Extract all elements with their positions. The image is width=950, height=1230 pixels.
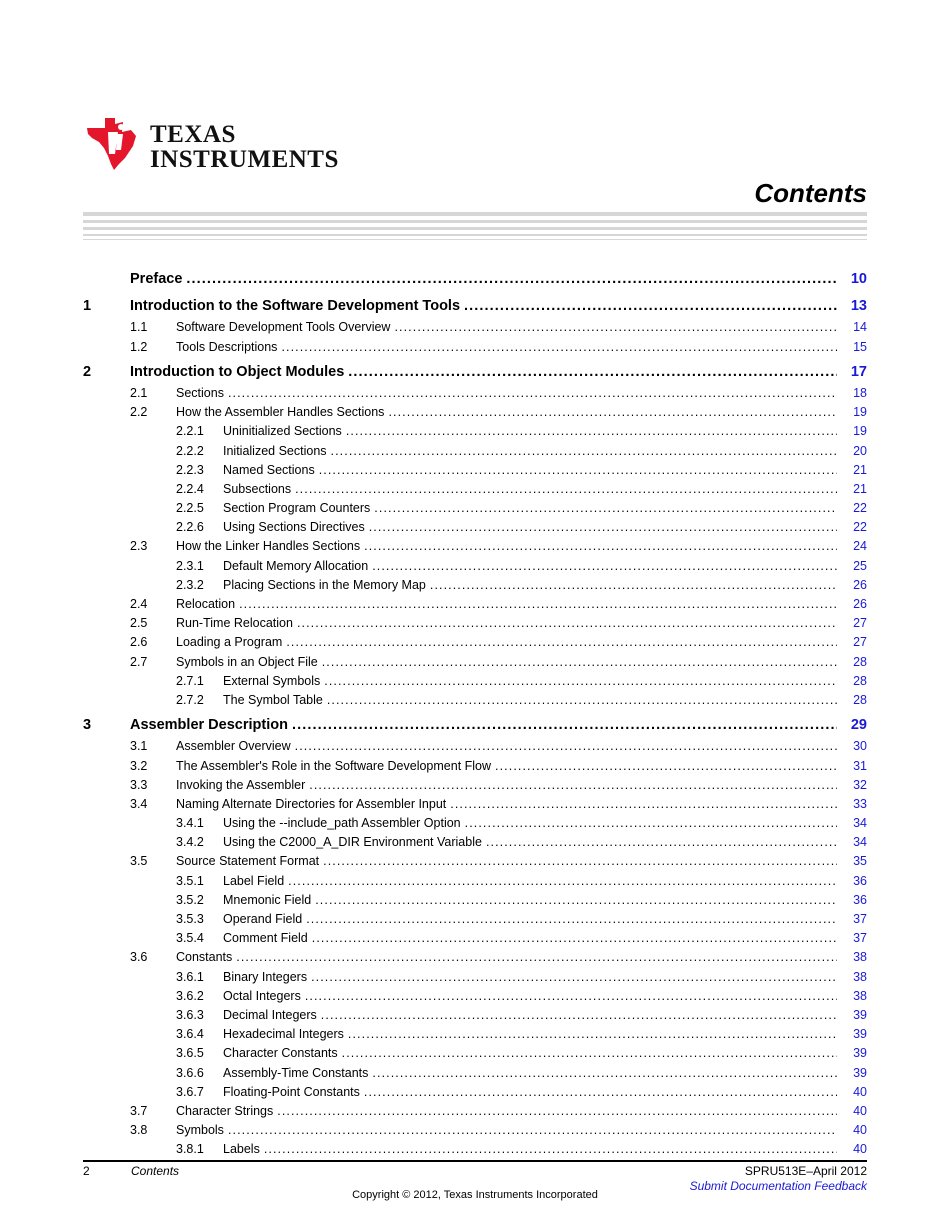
toc-page-link[interactable]: 34	[853, 816, 867, 831]
toc-entry[interactable]	[83, 713, 867, 737]
toc-number: 2.1	[130, 385, 148, 400]
toc-page-link[interactable]: 27	[853, 616, 867, 631]
toc-title: Labels	[223, 1142, 260, 1157]
toc-page-link[interactable]: 37	[853, 931, 867, 946]
toc-entry[interactable]	[83, 737, 867, 756]
toc-number: 3.6.3	[176, 1007, 204, 1022]
toc-title: Invoking the Assembler	[176, 777, 306, 792]
toc-entry[interactable]	[83, 499, 867, 518]
toc-page-link[interactable]: 18	[853, 385, 867, 400]
toc-number: 2.7	[130, 654, 148, 669]
toc-number: 1.1	[130, 320, 148, 335]
toc-number: 3.6	[130, 950, 148, 965]
toc-number: 3.7	[130, 1103, 148, 1118]
toc-number: 2.7.1	[176, 673, 204, 688]
ti-logo-icon	[84, 114, 144, 172]
logo-word-texas: TEXAS	[150, 121, 236, 148]
toc-entry[interactable]	[83, 1102, 867, 1121]
toc-title: Symbols	[176, 1123, 224, 1138]
toc-title: Initialized Sections	[223, 443, 327, 458]
ti-logo	[84, 114, 339, 176]
toc-title: Introduction to Object Modules	[130, 363, 345, 380]
toc-entry[interactable]	[83, 461, 867, 480]
toc-number: 3.6.4	[176, 1027, 204, 1042]
toc-title: Placing Sections in the Memory Map	[223, 577, 426, 592]
toc-title: Assembler Description	[130, 717, 288, 734]
toc-entry[interactable]	[83, 1121, 867, 1140]
footer-doc-id: SPRU513E–April 2012	[744, 1164, 867, 1178]
toc-title: Section Program Counters	[223, 501, 371, 516]
toc-page-link[interactable]: 40	[853, 1142, 867, 1157]
toc-page-link[interactable]: 33	[853, 796, 867, 811]
toc-entry[interactable]	[83, 557, 867, 576]
toc-entry[interactable]	[83, 384, 867, 403]
toc-leader-dots	[450, 795, 837, 814]
toc-page-link[interactable]: 24	[853, 539, 867, 554]
toc-page-link[interactable]: 29	[850, 717, 867, 734]
toc-number: 3.4.2	[176, 835, 204, 850]
toc-entry[interactable]	[83, 814, 867, 833]
toc-page-link[interactable]: 36	[853, 873, 867, 888]
toc-leader-dots	[295, 480, 837, 499]
toc-page-link[interactable]: 19	[853, 405, 867, 420]
toc-page-link[interactable]: 25	[853, 558, 867, 573]
toc-number: 2.3.2	[176, 577, 204, 592]
toc-page-link[interactable]: 37	[853, 912, 867, 926]
toc-entry[interactable]	[83, 1083, 867, 1102]
toc-page-link[interactable]: 39	[853, 1007, 867, 1022]
toc-page-link[interactable]: 36	[853, 892, 867, 907]
toc-leader-dots	[281, 338, 837, 357]
toc-leader-dots	[364, 537, 837, 556]
toc-leader-dots	[264, 1140, 837, 1159]
toc-entry[interactable]	[83, 653, 867, 672]
toc-leader-dots	[297, 614, 837, 633]
toc-entry[interactable]	[83, 672, 867, 691]
toc-entry[interactable]	[83, 595, 867, 614]
toc-title: Binary Integers	[223, 969, 308, 984]
toc-entry[interactable]	[83, 795, 867, 814]
toc-leader-dots	[319, 461, 837, 480]
toc-entry[interactable]	[83, 891, 867, 910]
toc-title: Assembler Overview	[176, 739, 291, 754]
toc-leader-dots	[236, 948, 837, 967]
toc-number: 3.6.7	[176, 1084, 204, 1099]
toc-number: 3	[83, 717, 92, 734]
toc-entry[interactable]	[83, 442, 867, 461]
toc-title: Default Memory Allocation	[223, 558, 369, 573]
toc-page-link[interactable]: 38	[853, 950, 867, 965]
page-title: Contents	[754, 178, 867, 208]
toc-entry[interactable]	[83, 872, 867, 891]
toc-leader-dots	[327, 691, 837, 710]
toc-leader-dots	[348, 360, 837, 384]
header-rule	[83, 234, 867, 236]
toc-page-link[interactable]: 22	[853, 520, 867, 535]
toc-title: Comment Field	[223, 931, 308, 946]
toc-page-link[interactable]: 22	[853, 501, 867, 516]
toc-page-link[interactable]: 20	[853, 443, 867, 458]
toc-title: Loading a Program	[176, 635, 283, 650]
toc-page-link[interactable]: 40	[853, 1123, 867, 1138]
toc-title: The Symbol Table	[223, 692, 323, 707]
toc-title: Label Field	[223, 873, 285, 888]
logo-word-instruments: INSTRUMENTS	[150, 146, 339, 173]
toc-entry[interactable]	[83, 518, 867, 537]
toc-page-link[interactable]: 17	[850, 363, 867, 380]
toc-page-link[interactable]: 38	[853, 969, 867, 984]
toc-entry[interactable]	[83, 1025, 867, 1044]
toc-number: 3.2	[130, 758, 148, 773]
toc-entry[interactable]	[83, 948, 867, 967]
toc-page-link[interactable]: 21	[853, 481, 867, 496]
header-rule	[83, 227, 867, 230]
toc-number: 3.6.6	[176, 1065, 204, 1080]
toc-leader-dots	[315, 891, 837, 910]
toc-leader-dots	[369, 518, 837, 537]
copyright: Copyright © 2012, Texas Instruments Incorporated	[352, 1189, 598, 1201]
toc-entry[interactable]	[83, 294, 867, 318]
toc-number: 3.8.1	[176, 1142, 204, 1157]
toc-entry[interactable]	[83, 614, 867, 633]
toc-number: 2.4	[130, 597, 148, 611]
toc-page-link[interactable]: 38	[853, 988, 867, 1003]
toc-title: Software Development Tools Overview	[176, 320, 391, 335]
header-rule	[83, 239, 867, 240]
toc-title: Subsections	[223, 481, 292, 496]
toc-title: Run-Time Relocation	[176, 616, 293, 631]
toc-title: Constants	[176, 950, 233, 965]
toc-leader-dots	[186, 267, 837, 291]
toc-entry[interactable]	[83, 987, 867, 1006]
footer-section: Contents	[131, 1164, 180, 1178]
toc-number: 3.5.1	[176, 873, 204, 888]
toc-page-link[interactable]: 26	[853, 597, 867, 611]
toc-leader-dots	[323, 852, 837, 871]
table-of-contents	[83, 267, 867, 1159]
toc-entry[interactable]	[83, 776, 867, 795]
toc-number: 2.2.3	[176, 462, 204, 477]
toc-entry[interactable]	[83, 403, 867, 422]
toc-leader-dots	[324, 672, 837, 691]
toc-leader-dots	[228, 1121, 837, 1140]
toc-leader-dots	[305, 987, 837, 1006]
header-rule	[83, 212, 867, 216]
toc-number: 2.3	[130, 539, 148, 554]
toc-number: 2.5	[130, 616, 148, 631]
toc-leader-dots	[306, 910, 837, 929]
toc-title: Introduction to the Software Development Tools	[130, 298, 461, 315]
toc-page-link[interactable]: 39	[853, 1027, 867, 1042]
toc-number: 3.5.4	[176, 931, 204, 946]
toc-leader-dots	[295, 737, 837, 756]
toc-leader-dots	[372, 1064, 837, 1083]
toc-title: External Symbols	[223, 673, 321, 688]
toc-leader-dots	[312, 929, 837, 948]
toc-title: Naming Alternate Directories for Assembler Input	[176, 796, 447, 811]
toc-entry[interactable]	[83, 267, 867, 291]
toc-number: 2.2.2	[176, 443, 204, 458]
toc-number: 3.6.5	[176, 1046, 204, 1061]
toc-leader-dots	[239, 595, 837, 614]
toc-page-link[interactable]: 28	[853, 673, 867, 688]
toc-leader-dots	[388, 403, 837, 422]
toc-leader-dots	[465, 814, 837, 833]
toc-title: How the Assembler Handles Sections	[176, 405, 385, 420]
toc-leader-dots	[348, 1025, 837, 1044]
toc-title: Named Sections	[223, 462, 315, 477]
toc-entry[interactable]	[83, 338, 867, 357]
toc-number: 2.2.6	[176, 520, 204, 535]
toc-leader-dots	[331, 442, 837, 461]
toc-title: Hexadecimal Integers	[223, 1027, 344, 1042]
toc-number: 1	[83, 298, 92, 315]
toc-leader-dots	[495, 757, 837, 776]
toc-title: Sections	[176, 385, 224, 400]
toc-number: 3.6.1	[176, 969, 204, 984]
toc-number: 1.2	[130, 339, 148, 354]
toc-title: Source Statement Format	[176, 854, 320, 869]
toc-number: 3.4	[130, 796, 148, 811]
toc-title: Relocation	[176, 597, 236, 611]
toc-leader-dots	[346, 422, 837, 441]
toc-leader-dots	[394, 318, 837, 337]
toc-number: 3.6.2	[176, 988, 204, 1003]
toc-page-link[interactable]: 40	[853, 1084, 867, 1099]
toc-number: 2.2.5	[176, 501, 204, 516]
toc-leader-dots	[342, 1044, 837, 1063]
toc-title: Using the --include_path Assembler Option	[223, 816, 461, 831]
toc-leader-dots	[228, 384, 837, 403]
toc-title: Character Constants	[223, 1046, 338, 1061]
toc-entry[interactable]	[83, 480, 867, 499]
toc-leader-dots	[322, 653, 837, 672]
toc-entry[interactable]	[83, 360, 867, 384]
toc-title: Mnemonic Field	[223, 892, 312, 907]
toc-title: Preface	[130, 271, 183, 287]
toc-entry[interactable]	[83, 576, 867, 595]
toc-number: 2	[83, 363, 92, 380]
toc-leader-dots	[486, 833, 837, 852]
toc-entry[interactable]	[83, 910, 867, 929]
toc-page-link[interactable]: 39	[853, 1046, 867, 1061]
toc-number: 2.2	[130, 405, 148, 420]
toc-entry[interactable]	[83, 1140, 867, 1159]
toc-page-link[interactable]: 15	[853, 339, 867, 354]
toc-entry[interactable]	[83, 1044, 867, 1063]
toc-page-link[interactable]: 27	[853, 635, 867, 650]
header-rule	[83, 220, 867, 223]
toc-entry[interactable]	[83, 537, 867, 556]
toc-entry[interactable]	[83, 1064, 867, 1083]
toc-page-link[interactable]: 26	[853, 577, 867, 592]
toc-page-link[interactable]: 35	[853, 854, 867, 869]
toc-title: Uninitialized Sections	[223, 424, 342, 439]
toc-leader-dots	[292, 713, 837, 737]
toc-title: Decimal Integers	[223, 1007, 317, 1022]
toc-page-link[interactable]: 13	[850, 298, 867, 315]
logo-text-texas	[150, 122, 236, 148]
toc-number: 2.7.2	[176, 692, 204, 707]
toc-title: Tools Descriptions	[176, 339, 278, 354]
toc-title: Operand Field	[223, 912, 303, 926]
toc-title: Using Sections Directives	[223, 520, 365, 535]
toc-page-link[interactable]: 19	[853, 424, 867, 439]
toc-title: Character Strings	[176, 1103, 274, 1118]
footer-rule	[83, 1160, 867, 1162]
toc-leader-dots	[464, 294, 837, 318]
toc-number: 3.5	[130, 854, 148, 869]
toc-number: 3.1	[130, 739, 148, 754]
toc-number: 3.5.2	[176, 892, 204, 907]
toc-leader-dots	[288, 872, 837, 891]
toc-page-link[interactable]: 32	[853, 777, 867, 792]
toc-entry[interactable]	[83, 422, 867, 441]
toc-number: 3.3	[130, 777, 148, 792]
toc-title: Symbols in an Object File	[176, 654, 318, 669]
toc-number: 2.2.1	[176, 424, 204, 439]
toc-page-link[interactable]: 40	[853, 1103, 867, 1118]
toc-leader-dots	[372, 557, 837, 576]
toc-entry[interactable]	[83, 833, 867, 852]
toc-page-link[interactable]: 21	[853, 462, 867, 477]
toc-entry[interactable]	[83, 633, 867, 652]
toc-page-link[interactable]: 30	[853, 739, 867, 754]
toc-leader-dots	[430, 576, 837, 595]
toc-number: 3.8	[130, 1123, 148, 1138]
toc-number: 2.2.4	[176, 481, 204, 496]
toc-page-link[interactable]: 14	[853, 320, 867, 335]
toc-number: 2.6	[130, 635, 148, 650]
toc-page-link[interactable]: 39	[853, 1065, 867, 1080]
toc-page-link[interactable]: 31	[853, 758, 867, 773]
toc-title: Floating-Point Constants	[223, 1084, 360, 1099]
toc-number: 3.5.3	[176, 912, 204, 926]
toc-title: The Assembler's Role in the Software Development Flow	[176, 758, 492, 773]
toc-leader-dots	[286, 633, 837, 652]
toc-entry[interactable]	[83, 1006, 867, 1025]
toc-leader-dots	[374, 499, 837, 518]
toc-number: 2.3.1	[176, 558, 204, 573]
logo-text-instruments	[150, 147, 339, 173]
toc-page-link[interactable]: 28	[853, 654, 867, 669]
toc-title: Assembly-Time Constants	[223, 1065, 369, 1080]
toc-leader-dots	[309, 776, 837, 795]
toc-entry[interactable]	[83, 929, 867, 948]
toc-entry[interactable]	[83, 852, 867, 871]
toc-number: 3.4.1	[176, 816, 204, 831]
toc-page-link[interactable]: 34	[853, 835, 867, 850]
toc-leader-dots	[321, 1006, 837, 1025]
toc-title: Octal Integers	[223, 988, 301, 1003]
toc-entry[interactable]	[83, 318, 867, 337]
toc-entry[interactable]	[83, 691, 867, 710]
toc-entry[interactable]	[83, 757, 867, 776]
toc-leader-dots	[364, 1083, 837, 1102]
toc-page-link[interactable]: 10	[850, 271, 867, 287]
toc-title: How the Linker Handles Sections	[176, 539, 361, 554]
footer-page-number: 2	[83, 1164, 90, 1178]
toc-entry[interactable]	[83, 968, 867, 987]
toc-leader-dots	[277, 1102, 837, 1121]
toc-page-link[interactable]: 28	[853, 692, 867, 707]
feedback-link[interactable]: Submit Documentation Feedback	[689, 1179, 867, 1193]
toc-title: Using the C2000_A_DIR Environment Variable	[223, 835, 482, 850]
toc-leader-dots	[311, 968, 837, 987]
